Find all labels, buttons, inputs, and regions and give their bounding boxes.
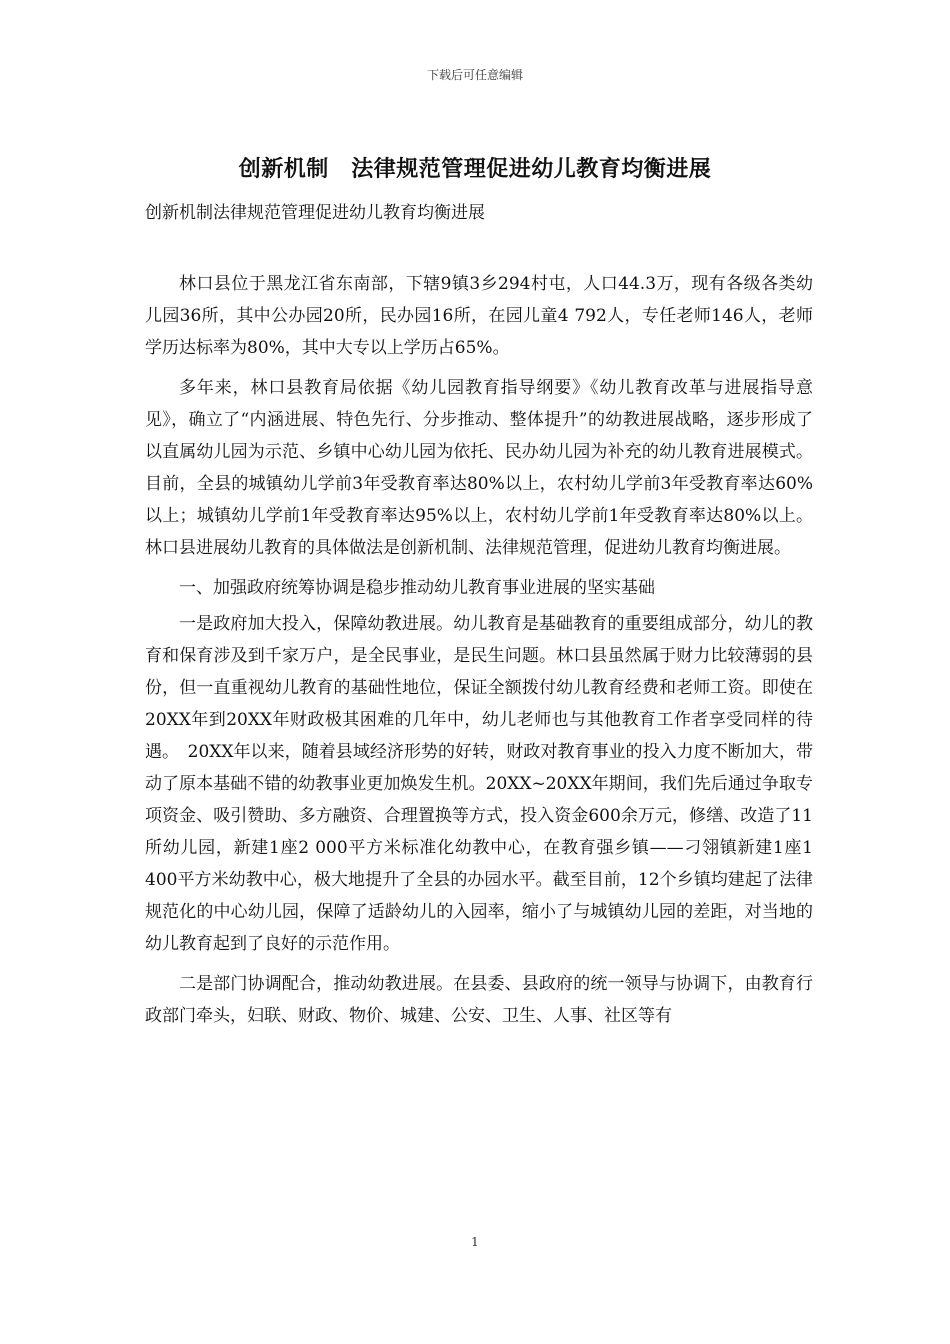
paragraph-investment: 一是政府加大投入，保障幼教进展。幼儿教育是基础教育的重要组成部分，幼儿的教育和保育涉及到千家万户，是全民事业，是民生问题。林口县虽然属于财力比较薄弱的县份，但一直重视幼儿教育的基础性地位，保证全额拨付幼儿教育经费和老师工资。即使在20XX年到20XX年财政极其困难的几年中，幼儿老师也与其他教育工作者享受同样的待遇。 20XX年以来，随着县域经济形势的好转，财政对教育事业的投入力度不断加大，带动了原本基础不错的幼教事业更加焕发生机。20XX~20XX年期间，我们先后通过争取专项资金、吸引赞助、多方融资、合理置换等方式，投入资金600余万元，修缮、改造了11所幼儿园，新建1座2 000平方米标准化幼教中心，在教育强乡镇——刁翎镇新建1座1 400平方米幼教中心，极大地提升了全县的办园水平。截至目前，12个乡镇均建起了法律规范化的中心幼儿园，保障了适龄幼儿的入园率，缩小了与城镇幼儿园的差距，对当地的幼儿教育起到了良好的示范作用。: [145, 614, 813, 954]
paragraph-coordination: 二是部门协调配合，推动幼教进展。在县委、县政府的统一领导与协调下，由教育行政部门牵头，妇联、财政、物价、城建、公安、卫生、人事、社区等有: [145, 974, 813, 1026]
page-number: 1: [471, 1235, 479, 1249]
section-heading-1: 一、加强政府统筹协调是稳步推动幼儿教育事业进展的坚实基础: [179, 578, 655, 598]
body-text: [145, 268, 813, 1040]
paragraph-intro: 林口县位于黑龙江省东南部，下辖9镇3乡294村屯，人口44.3万，现有各级各类幼儿园36所，其中公办园20所，民办园16所，在园儿童4 792人，专任老师146人，老师学历达标率为80%，其中大专以上学历占65%。: [145, 274, 813, 358]
document-subtitle: 创新机制法律规范管理促进幼儿教育均衡进展: [145, 203, 485, 223]
paragraph-overview: 多年来，林口县教育局依据《幼儿园教育指导纲要》《幼儿教育改革与进展指导意见》，确立了“内涵进展、特色先行、分步推动、整体提升”的幼教进展战略，逐步形成了以直属幼儿园为示范、乡镇中心幼儿园为依托、民办幼儿园为补充的幼儿教育进展模式。目前，全县的城镇幼儿学前3年受教育率达80%以上，农村幼儿学前3年受教育率达60%以上；城镇幼儿学前1年受教育率达95%以上，农村幼儿学前1年受教育率达80%以上。林口县进展幼儿教育的具体做法是创新机制、法律规范管理，促进幼儿教育均衡进展。: [145, 378, 813, 558]
document-title: 创新机制 法律规范管理促进幼儿教育均衡进展: [238, 156, 712, 182]
header-note: 下载后可任意编辑: [426, 68, 523, 82]
